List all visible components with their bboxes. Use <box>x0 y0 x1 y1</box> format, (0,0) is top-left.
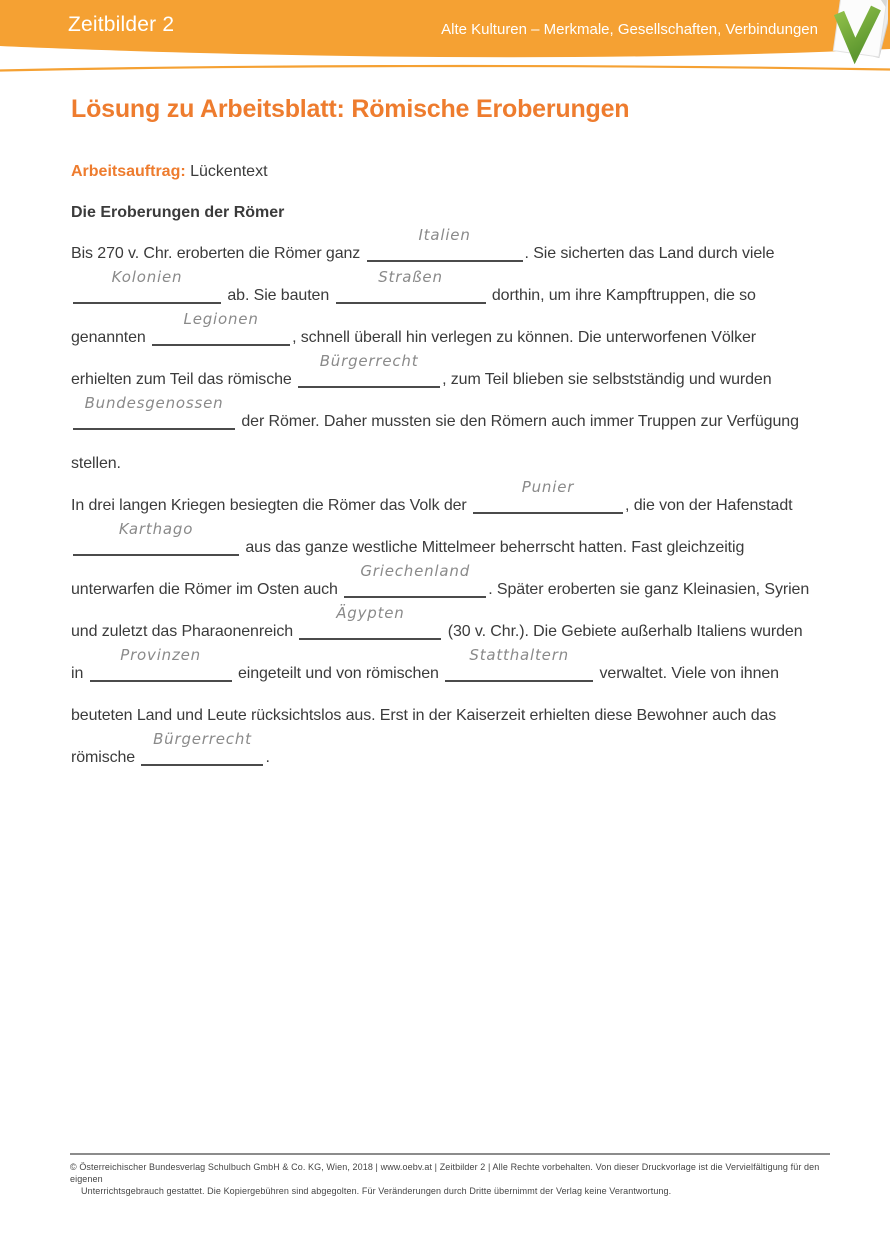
gap-answer: Karthago <box>118 520 194 538</box>
text-segment: , die von der Hafenstadt <box>625 497 793 514</box>
gap-answer: Kolonien <box>111 268 183 286</box>
text-line <box>71 646 831 695</box>
section-heading: Die Eroberungen der Römer <box>71 204 285 221</box>
gap-blank <box>73 520 239 556</box>
text-line <box>71 443 831 485</box>
footer <box>70 1153 830 1197</box>
text-segment: dorthin, um ihre Kampftruppen, die so <box>487 287 756 304</box>
text-line <box>71 310 831 359</box>
gap-blank <box>152 310 290 346</box>
gap-answer: Straßen <box>378 268 443 286</box>
text-segment: , schnell überall hin verlegen zu können. Die unterworfenen Völker <box>292 329 756 346</box>
task-value: Lückentext <box>185 163 268 180</box>
text-segment: verwaltet. Viele von ihnen <box>595 665 779 682</box>
gap-blank <box>299 604 441 640</box>
text-line <box>71 394 831 443</box>
gap-blank <box>473 478 623 514</box>
gap-blank <box>445 646 593 682</box>
text-line <box>71 730 831 779</box>
header-underline <box>0 66 890 70</box>
text-segment: genannten <box>71 329 151 346</box>
text-segment: In drei langen Kriegen besiegten die Römer das Volk der <box>71 497 471 514</box>
text-segment: Bis 270 v. Chr. eroberten die Römer ganz <box>71 245 365 262</box>
text-segment: unterwarfen die Römer im Osten auch <box>71 581 343 598</box>
text-segment: . Sie sicherten das Land durch viele <box>524 245 775 262</box>
book-title: Zeitbilder 2 <box>68 13 175 36</box>
worksheet-text <box>71 226 831 779</box>
header-band <box>0 0 890 80</box>
gap-answer: Griechenland <box>360 562 471 580</box>
checked-worksheet-icon <box>812 0 888 68</box>
gap-answer: Provinzen <box>120 646 201 664</box>
gap-answer: Bundesgenossen <box>84 394 224 412</box>
gap-answer: Ägypten <box>336 604 405 622</box>
gap-blank <box>141 730 263 766</box>
text-segment: ab. Sie bauten <box>223 287 334 304</box>
page-title: Lösung zu Arbeitsblatt: Römische Eroberungen <box>71 95 630 123</box>
text-segment: , zum Teil blieben sie selbstständig und wurden <box>442 371 772 388</box>
text-segment: (30 v. Chr.). Die Gebiete außerhalb Italiens wurden <box>443 623 803 640</box>
gap-blank <box>298 352 440 388</box>
text-segment: beuteten Land und Leute rücksichtslos aus. Erst in der Kaiserzeit erhielten diese Bewohner auch das <box>71 707 777 724</box>
text-segment: stellen. <box>71 455 121 472</box>
text-segment: der Römer. Daher mussten sie den Römern auch immer Truppen zur Verfügung <box>237 413 799 430</box>
gap-answer: Punier <box>521 478 575 496</box>
gap-answer: Italien <box>418 226 471 244</box>
chapter-title: Alte Kulturen – Merkmale, Gesellschaften, Verbindungen <box>441 21 818 38</box>
text-segment: eingeteilt und von römischen <box>233 665 444 682</box>
text-segment: und zuletzt das Pharaonenreich <box>71 623 298 640</box>
task-line <box>71 163 268 181</box>
gap-answer: Statthaltern <box>469 646 569 664</box>
gap-blank <box>73 394 235 430</box>
gap-answer: Bürgerrecht <box>153 730 252 748</box>
text-segment: . <box>265 749 270 766</box>
text-segment: in <box>71 665 88 682</box>
gap-blank <box>90 646 232 682</box>
task-label: Arbeitsauftrag: <box>71 163 186 180</box>
text-segment: erhielten zum Teil das römische <box>71 371 297 388</box>
text-segment: aus das ganze westliche Mittelmeer beherrscht hatten. Fast gleichzeitig <box>241 539 745 556</box>
gap-blank <box>336 268 486 304</box>
text-segment: römische <box>71 749 140 766</box>
text-line <box>71 562 831 611</box>
gap-answer: Legionen <box>183 310 259 328</box>
footer-copyright-line1: © Österreichischer Bundesverlag Schulbuch GmbH & Co. KG, Wien, 2018 | www.oebv.at | Zeitbilder 2 | Alle Rechte vorbehalten. Von dieser Druckvorlage ist die Vervielfältigung für den eigenen <box>70 1162 820 1184</box>
gap-answer: Bürgerrecht <box>319 352 419 370</box>
footer-copyright-line2: Unterrichtsgebrauch gestattet. Die Kopiergebühren sind abgegolten. Für Veränderungen durch Dritte übernimmt der Verlag keine Verantwortung. <box>81 1186 672 1196</box>
text-segment: . Später eroberten sie ganz Kleinasien, Syrien <box>488 581 810 598</box>
